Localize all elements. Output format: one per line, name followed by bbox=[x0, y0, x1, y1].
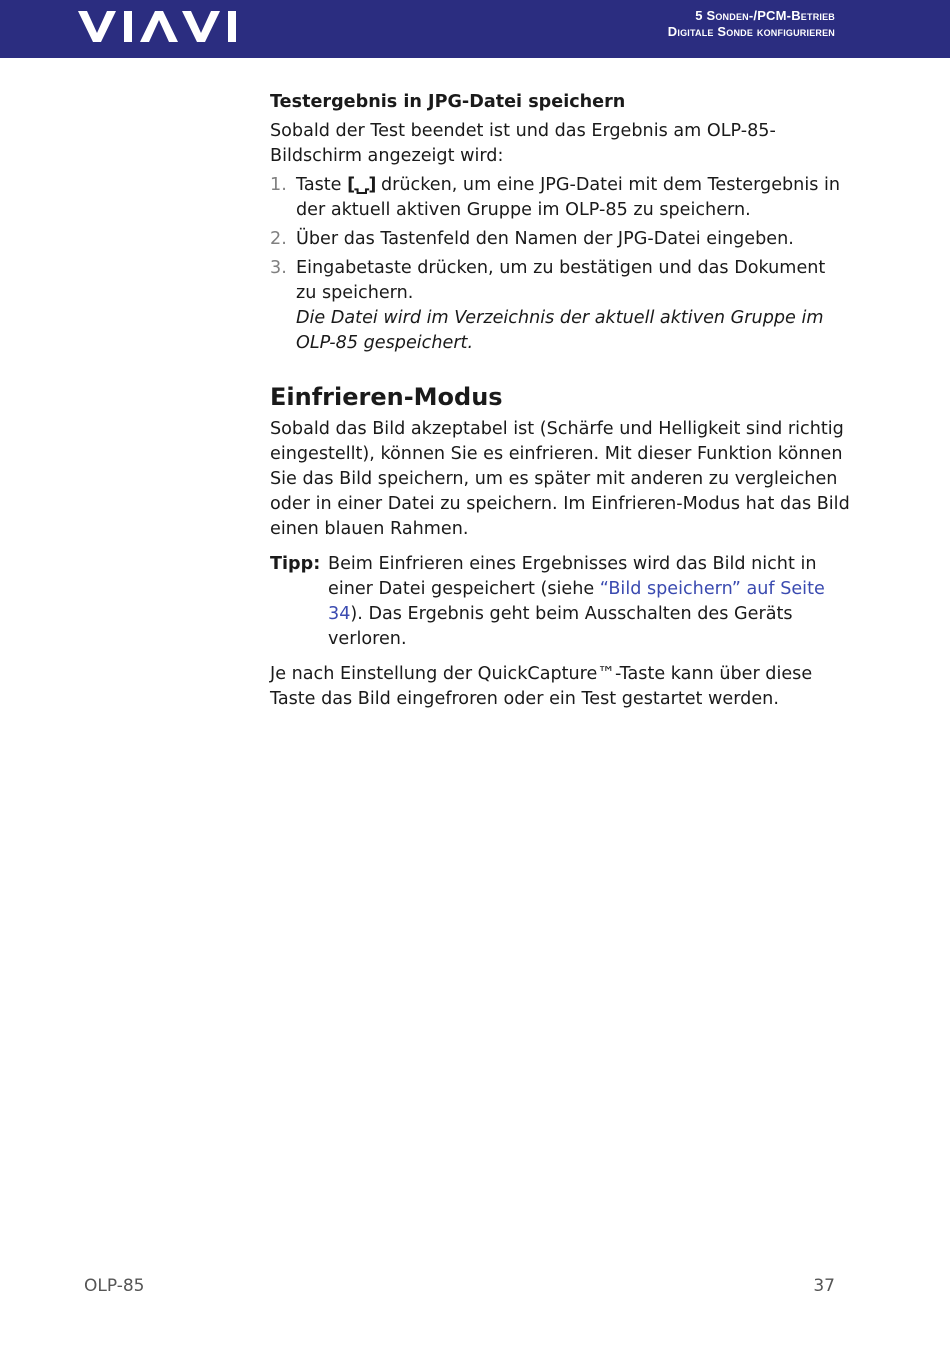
step-number: 3. bbox=[270, 258, 287, 278]
closing-paragraph: Je nach Einstellung der QuickCapture™-Taste kann über diese Taste das Bild eingefroren oder ein Test gestartet werden. bbox=[270, 664, 813, 709]
page-number: 37 bbox=[813, 1276, 835, 1296]
footer-product: OLP-85 bbox=[84, 1276, 145, 1296]
tip-block bbox=[270, 552, 850, 652]
step-text: drücken, um eine JPG-Datei mit dem Testergebnis in der aktuell aktiven Gruppe im OLP-85 zu speichern. bbox=[296, 175, 841, 220]
section-paragraph: Sobald das Bild akzeptabel ist (Schärfe und Helligkeit sind richtig eingestellt), können Sie es einfrieren. Mit dieser Funktion können Sie das Bild speichern, um es später mit anderen zu vergleichen oder in einer Datei zu speichern. Im Einfrieren-Modus hat das Bild einen blauen Rahmen. bbox=[270, 419, 850, 539]
cross-reference-link[interactable]: “Bild speichern” auf Seite 34 bbox=[328, 579, 825, 624]
step-note: Die Datei wird im Verzeichnis der aktuell aktiven Gruppe im OLP-85 gespeichert. bbox=[296, 308, 824, 353]
subheading: Testergebnis in JPG-Datei speichern bbox=[270, 92, 626, 112]
chapter-title: 5 Sonden-/PCM-Betrieb bbox=[695, 8, 835, 23]
section-title-header: Digitale Sonde konfigurieren bbox=[667, 24, 835, 39]
steps-list bbox=[270, 173, 850, 356]
tip-label: Tipp: bbox=[270, 554, 321, 574]
chapter-info bbox=[668, 8, 835, 40]
tip-text: Beim Einfrieren eines Ergebnisses wird das Bild nicht in einer Datei gespeichert (siehe bbox=[328, 554, 817, 599]
list-item bbox=[270, 173, 850, 223]
list-item bbox=[270, 227, 850, 252]
step-text: Taste bbox=[296, 175, 348, 195]
section-heading: Einfrieren-Modus bbox=[270, 383, 503, 411]
page-header bbox=[0, 0, 950, 58]
save-key-icon: [⍽] bbox=[347, 175, 376, 195]
step-number: 1. bbox=[270, 175, 287, 195]
list-item bbox=[270, 256, 850, 356]
main-content bbox=[270, 90, 850, 712]
viavi-logo bbox=[78, 11, 236, 43]
step-text: Über das Tastenfeld den Namen der JPG-Datei eingeben. bbox=[296, 229, 794, 249]
intro-paragraph: Sobald der Test beendet ist und das Ergebnis am OLP-85-Bildschirm angezeigt wird: bbox=[270, 121, 776, 166]
step-text: Eingabetaste drücken, um zu bestätigen und das Dokument zu speichern. bbox=[296, 258, 826, 303]
step-number: 2. bbox=[270, 229, 287, 249]
tip-text: ). Das Ergebnis geht beim Ausschalten des Geräts verloren. bbox=[328, 604, 793, 649]
